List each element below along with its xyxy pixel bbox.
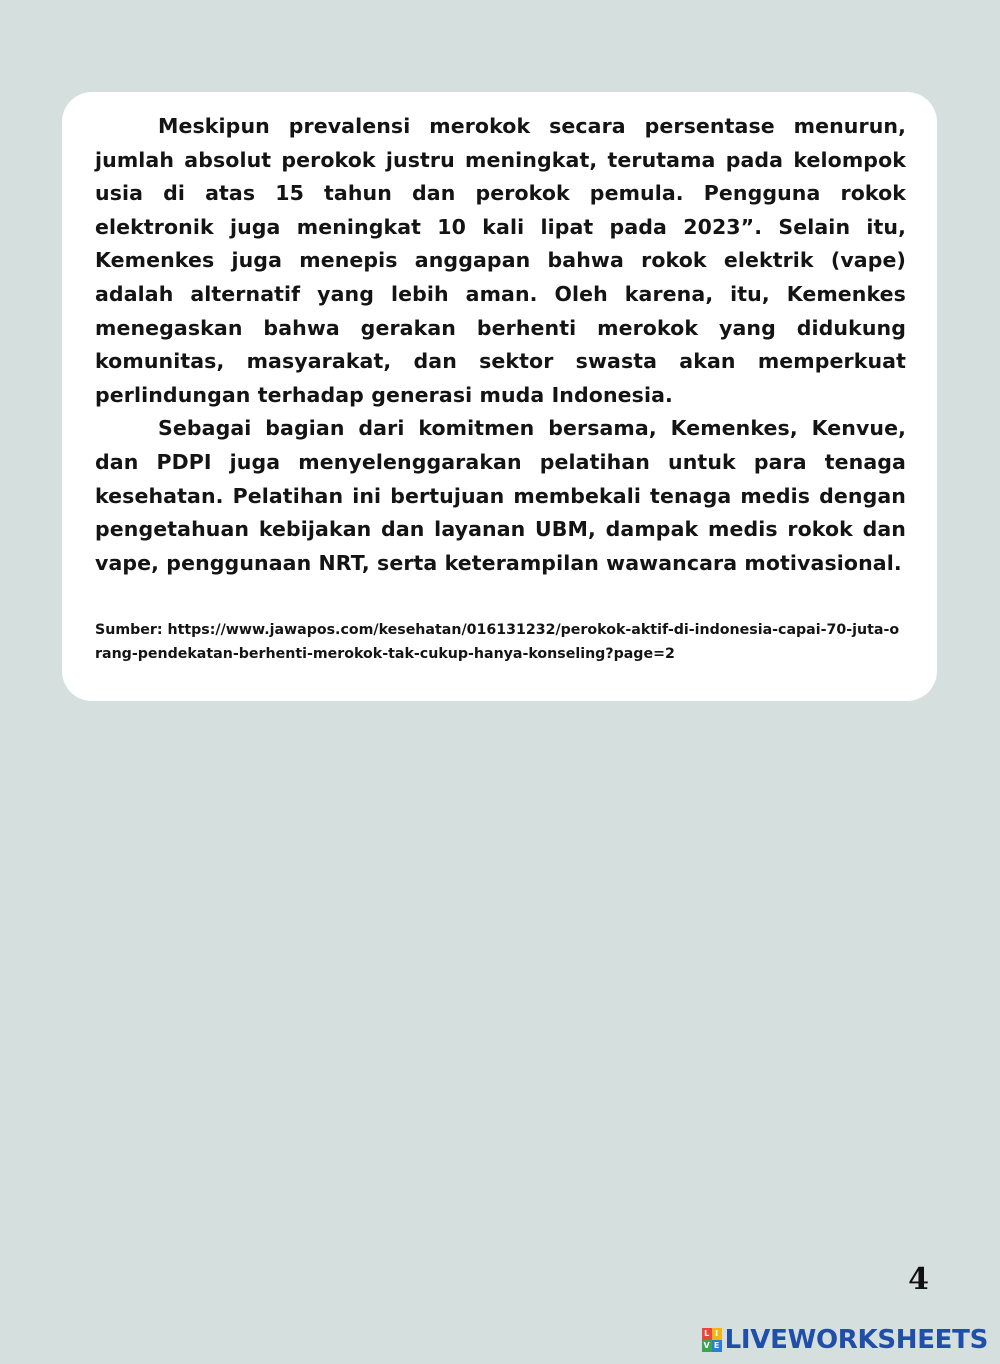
article-card [62, 92, 937, 701]
logo-letter-l: L [702, 1328, 712, 1340]
logo-letter-v: V [703, 1341, 710, 1350]
liveworksheets-brand[interactable] [702, 1322, 988, 1358]
article-paragraph-1: Meskipun prevalensi merokok secara persentase menurun, jumlah absolut perokok justru meningkat, terutama pada kelompok usia di atas 15 tahun dan perokok pemula. Pengguna rokok elektronik juga meningkat 10 kali lipat pada 2023”. Selain itu, Kemenkes juga menepis anggapan bahwa rokok elektrik (vape) adalah alternatif yang lebih aman. Oleh karena, itu, Kemenkes menegaskan bahwa gerakan berhenti merokok yang didukung komunitas, masyarakat, dan sektor swasta akan memperkuat perlindungan terhadap generasi muda Indonesia. [95, 114, 906, 407]
source-citation: Sumber: https://www.jawapos.com/kesehatan/016131232/perokok-aktif-di-indonesia-capai-70-juta-orang-pendekatan-berhenti-merokok-tak-cukup-hanya-konseling?page=2 [95, 622, 900, 663]
logo-letter-i: I [712, 1328, 722, 1340]
page-number: 4 [908, 1262, 929, 1297]
logo-letter-e: E [712, 1340, 722, 1352]
article-paragraph-2: Sebagai bagian dari komitmen bersama, Kemenkes, Kenvue, dan PDPI juga menyelenggarakan pelatihan untuk para tenaga kesehatan. Pelatihan ini bertujuan membekali tenaga medis dengan pengetahuan kebijakan dan layanan UBM, dampak medis rokok dan vape, penggunaan NRT, serta keterampilan wawancara motivasional. [95, 416, 906, 575]
brand-name: LIVEWORKSHEETS [724, 1325, 988, 1355]
liveworksheets-logo-icon [702, 1328, 722, 1352]
